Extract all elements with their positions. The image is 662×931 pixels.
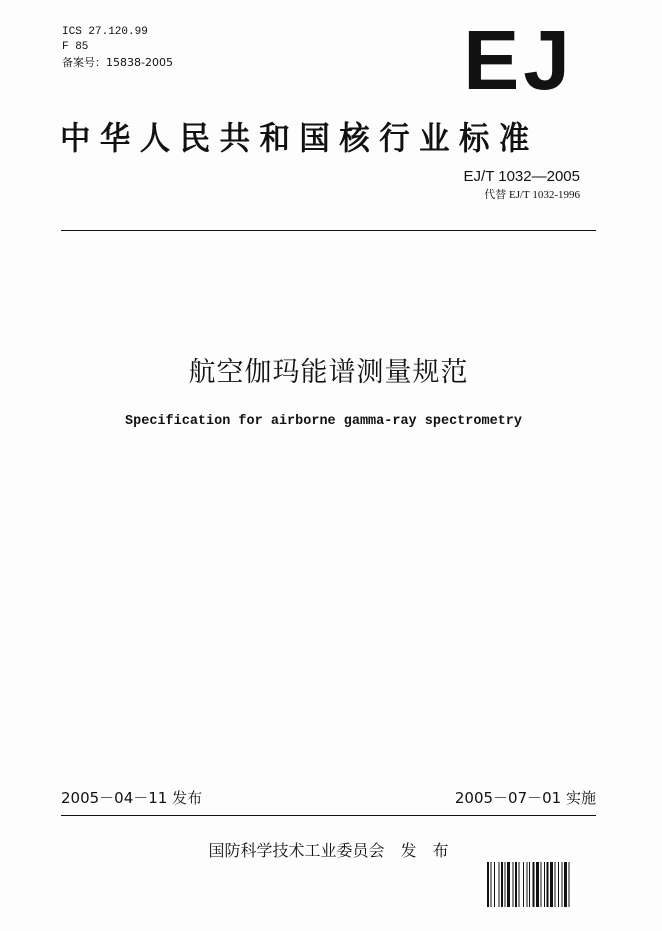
barcode-icon [487, 862, 607, 907]
document-title-chinese: 航空伽玛能谱测量规范 [188, 357, 469, 388]
filing-number: 备案号：15838-2005 [62, 56, 173, 69]
document-title-english: Specification for airborne gamma-ray spectrometry [125, 414, 522, 429]
issue-date: 2005－04－11 发布 [61, 789, 203, 807]
header-divider [61, 230, 596, 231]
standard-number: EJ/T 1032—2005 [463, 168, 580, 185]
ej-logo: EJ [463, 13, 574, 107]
standard-category-title: 中华人民共和国核行业标准 [60, 119, 539, 157]
footer-divider [61, 815, 596, 816]
publisher: 国防科学技术工业委员会 发 布 [208, 841, 449, 860]
classification-code: F 85 [62, 41, 89, 53]
replaces-standard: 代替 EJ/T 1032-1996 [484, 189, 580, 201]
ics-code: ICS 27.120.99 [62, 26, 148, 38]
implementation-date: 2005－07－01 实施 [454, 789, 596, 807]
